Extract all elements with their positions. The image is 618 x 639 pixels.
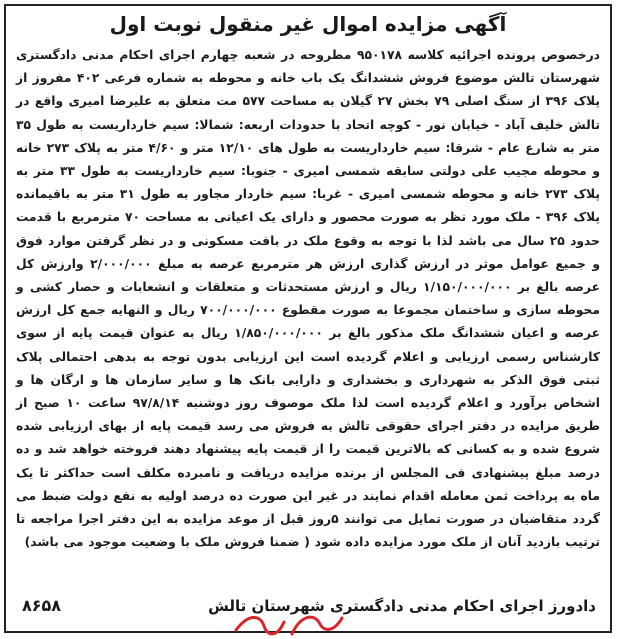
notice-code: ۸۶۵۸ (22, 596, 62, 615)
notice-title: آگهی مزایده اموال غیر منقول نوبت اول (109, 12, 507, 36)
signature-stroke-2 (292, 617, 342, 634)
signature-line: دادورز اجرای احکام مدنی دادگستری شهرستان تالش (208, 597, 596, 615)
signature-stroke-1 (236, 617, 284, 633)
notice-frame (4, 4, 612, 633)
notice-body: درخصوص پرونده اجرائیه کلاسه ۹۵۰۱۷۸ مطروحه در شعبه چهارم اجرای احکام مدنی دادگستری شهرستان تالش موضوع فروش ششدانگ یک باب خانه و محوطه به شماره فرعی ۴۰۲ مفروز از پلاک ۳۹۶ از سنگ اصلی ۷۹ بخش ۲۷ گیلان به مساحت ۵۷۷ مت متعلق به علیرضا امیری واقع در تالش خلیف آباد - خیابان نور - کوچه اتحاد با حدودات اربعه: شمالا: سیم خارداریست به طول ۳۵ متر به شارع عام - شرقا: سیم خارداریست به طول های ۱۲/۱۰ متر و ۴/۶۰ متر به پلاک ۲۷۳ خانه و محوطه مجیب علی دولتی سابقه شمسی امیری - جنوبا: سیم خارداریست به طول ۳۳ متر به پلاک ۲۷۳ خانه و محوطه شمسی امیری - غربا: سیم خاردار مجاور به طول ۳۱ متر به باقیمانده پلاک ۳۹۶ - ملک مورد نظر به صورت محصور و دارای یک اعیانی به مساحت ۷۰ مترمربع با قدمت حدود ۲۵ سال می باشد لذا با توجه به وقوع ملک در بافت مسکونی و در نظر گرفتن موارد فوق و جمیع عوامل موثر در ارزش گذاری ارزش هر مترمربع عرصه به مبلغ ۲/۰۰۰/۰۰۰ وارزش کل عرصه بالغ بر ۱/۱۵۰/۰۰۰/۰۰۰ ریال و ارزش مستحدثات و متعلقات و انشعابات و حصار کشی و محوطه سازی و ساختمان مجموعا به صورت مقطوع ۷۰۰/۰۰۰/۰۰۰ ریال و النهایه جمع کل ارزش عرصه و اعیان ششدانگ ملک مذکور بالغ بر ۱/۸۵۰/۰۰۰/۰۰۰ ریال به عنوان قیمت پایه از سوی کارشناس رسمی ارزیابی و اعلام گردیده است این ارزیابی بدون توجه به بدهی احتمالی پلاک ثبتی فوق الذکر به شهرداری و بخشداری و دارایی بانک ها و سایر سازمان ها و ارگان ها و اشخاص برآورد و اعلام گردیده است لذا ملک موصوف روز دوشنبه ۹۷/۸/۱۴ ساعت ۱۰ صبح از طریق مزایده در دفتر اجرای حقوقی تالش به فروش می رسد قیمت پایه از بهای ارزیابی شده شروع شده و به کسانی که بالاترین قیمت را از قیمت پایه پیشنهاد دهند فروخته خواهد شد و ده درصد مبلغ پیشنهادی فی المجلس از برنده مزایده دریافت و نامبرده مکلف است حداکثر تا یک ماه به پرداخت ثمن معامله اقدام نمایند در غیر این صورت ده درصد اولیه به نفع دولت ضبط می گردد متقاضیان در صورت تمایل می توانند ۵روز قبل از موعد مزایده به این دفتر اجرا مراجعه تا ترتیب بازدید آنان از ملک مورد مزایده داده شود ( ضمنا فروش ملک با وضعیت موجود می باشد) (16, 48, 601, 550)
handwritten-signature-mark (230, 608, 350, 638)
